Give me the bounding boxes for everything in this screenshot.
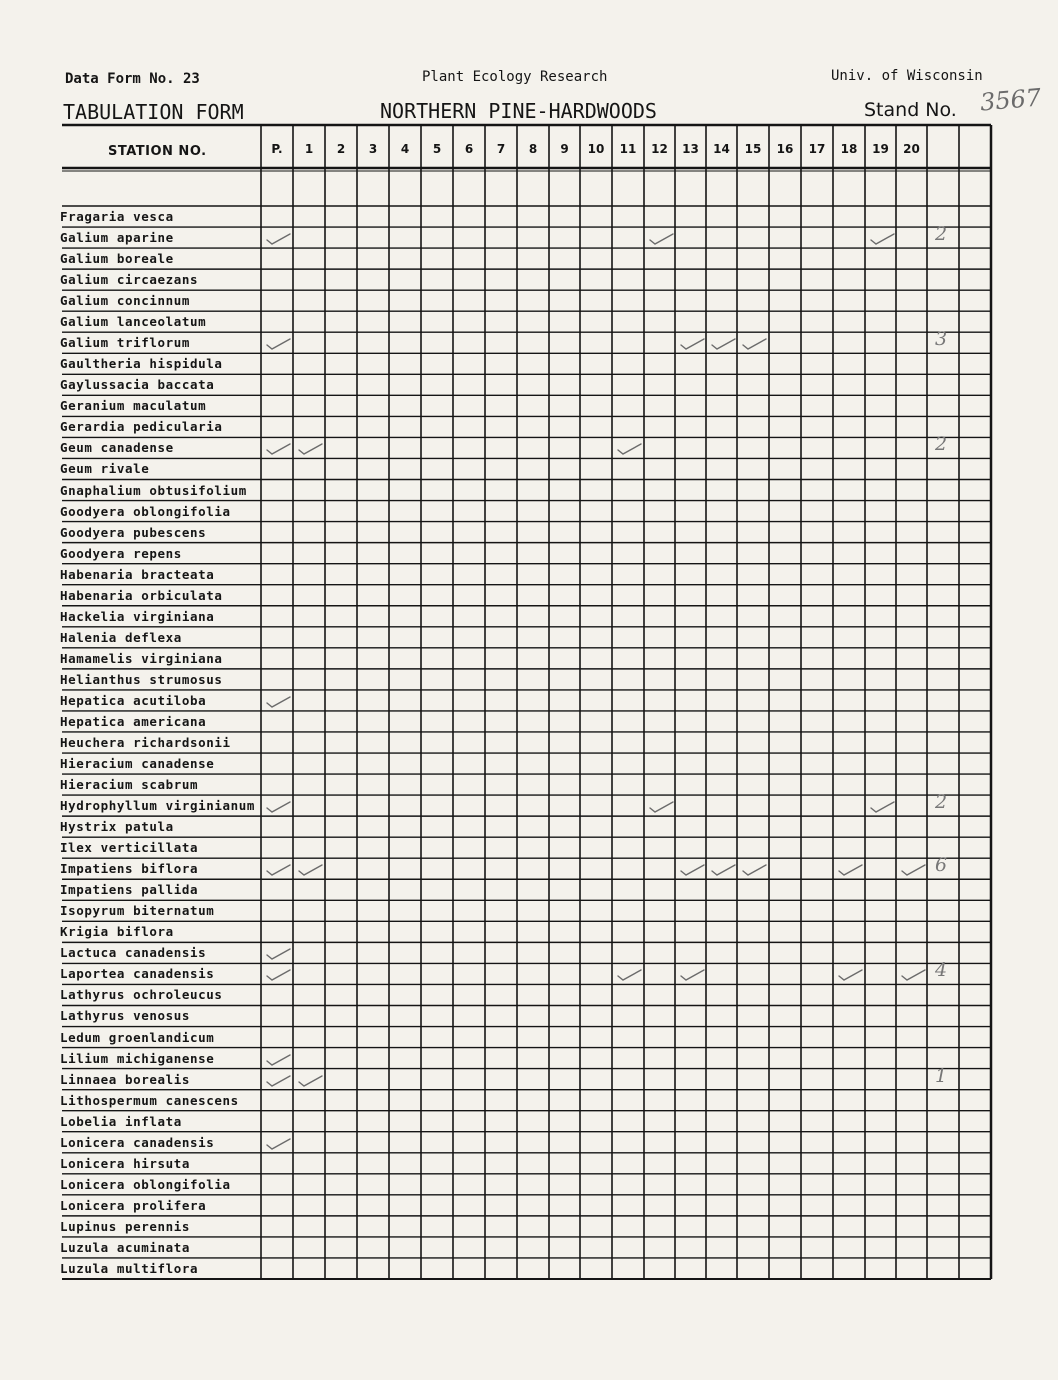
row-total-value[interactable]: 6	[935, 854, 948, 877]
species-label: Gaylussacia baccata	[60, 377, 215, 393]
check-mark-icon[interactable]	[616, 441, 644, 457]
species-label: Galium aparine	[60, 230, 174, 246]
row-total-value[interactable]: 2	[935, 223, 948, 246]
species-label: Hepatica acutiloba	[60, 692, 207, 708]
check-mark-icon[interactable]	[265, 231, 293, 247]
station-column-header: 5	[432, 142, 442, 156]
species-label: Linnaea borealis	[60, 1071, 191, 1087]
station-column-header: 14	[713, 142, 730, 156]
station-column-header: 13	[682, 142, 699, 156]
species-label: Luzula multiflora	[60, 1260, 199, 1276]
species-label: Geum rivale	[60, 461, 150, 477]
forest-type-title: NORTHERN PINE-HARDWOODS	[380, 99, 657, 123]
species-label: Goodyera pubescens	[60, 524, 207, 540]
station-column-header: 10	[587, 142, 605, 156]
species-label: Ledum groenlandicum	[60, 1029, 215, 1045]
stand-number-label: Stand No.	[864, 99, 957, 121]
species-label: Halenia deflexa	[60, 629, 182, 645]
check-mark-icon[interactable]	[265, 441, 293, 457]
species-label: Hieracium canadense	[60, 756, 215, 772]
check-mark-icon[interactable]	[900, 967, 928, 983]
species-label: Isopyrum biternatum	[60, 903, 215, 919]
check-mark-icon[interactable]	[297, 441, 325, 457]
check-mark-icon[interactable]	[869, 231, 897, 247]
check-mark-icon[interactable]	[265, 336, 293, 352]
stand-number-value[interactable]: 3567	[978, 83, 1043, 117]
check-mark-icon[interactable]	[265, 967, 293, 983]
species-label: Lobelia inflata	[60, 1113, 182, 1129]
station-column-header: 1	[304, 142, 314, 156]
check-mark-icon[interactable]	[710, 862, 738, 878]
station-column-header: 12	[651, 142, 668, 156]
check-mark-icon[interactable]	[265, 694, 293, 710]
species-label: Hystrix patula	[60, 819, 174, 835]
species-label: Impatiens biflora	[60, 861, 199, 877]
species-label: Habenaria bracteata	[60, 566, 215, 582]
species-label: Lonicera oblongifolia	[60, 1176, 231, 1192]
check-mark-icon[interactable]	[679, 967, 707, 983]
species-label: Lonicera canadensis	[60, 1134, 215, 1150]
station-column-header: 11	[619, 142, 637, 156]
species-label: Galium triflorum	[60, 335, 191, 351]
species-label: Hamamelis virginiana	[60, 650, 223, 666]
station-column-header: 20	[903, 142, 920, 156]
species-label: Galium concinnum	[60, 293, 191, 309]
species-label: Lactuca canadensis	[60, 945, 207, 961]
check-mark-icon[interactable]	[616, 967, 644, 983]
check-mark-icon[interactable]	[837, 967, 865, 983]
check-mark-icon[interactable]	[265, 1052, 293, 1068]
species-label: Lupinus perennis	[60, 1218, 191, 1234]
form-title: TABULATION FORM	[63, 100, 244, 124]
station-column-header: 16	[776, 142, 794, 156]
station-column-header: 7	[496, 142, 506, 156]
species-label: Heuchera richardsonii	[60, 734, 231, 750]
station-column-header: 3	[368, 142, 378, 156]
species-label: Hieracium scabrum	[60, 777, 199, 793]
check-mark-icon[interactable]	[265, 1136, 293, 1152]
station-column-header: P.	[271, 142, 283, 156]
species-label: Lathyrus venosus	[60, 1008, 191, 1024]
species-label: Geum canadense	[60, 440, 174, 456]
station-number-header: STATION NO.	[108, 144, 207, 159]
station-column-header: 9	[560, 142, 569, 156]
row-total-value[interactable]: 2	[935, 791, 948, 814]
species-label: Lonicera hirsuta	[60, 1155, 191, 1171]
species-label: Lathyrus ochroleucus	[60, 987, 223, 1003]
species-label: Goodyera oblongifolia	[60, 503, 231, 519]
station-column-header: 18	[840, 142, 858, 156]
species-label: Hackelia virginiana	[60, 608, 215, 624]
species-label: Fragaria vesca	[60, 209, 174, 224]
university-name: Univ. of Wisconsin	[831, 68, 983, 84]
check-mark-icon[interactable]	[679, 336, 707, 352]
species-label: Hydrophyllum virginianum	[60, 798, 256, 814]
check-mark-icon[interactable]	[648, 231, 676, 247]
row-total-value[interactable]: 2	[935, 433, 948, 456]
species-label: Galium boreale	[60, 251, 174, 267]
check-mark-icon[interactable]	[265, 799, 293, 815]
station-column-header: 17	[808, 142, 826, 156]
station-column-header: 8	[528, 142, 538, 156]
check-mark-icon[interactable]	[741, 862, 769, 878]
species-label: Galium circaezans	[60, 272, 199, 288]
station-column-header: 2	[336, 142, 346, 156]
species-label: Lithospermum canescens	[60, 1092, 239, 1108]
check-mark-icon[interactable]	[710, 336, 738, 352]
check-mark-icon[interactable]	[648, 799, 676, 815]
species-label: Gaultheria hispidula	[60, 356, 223, 372]
check-mark-icon[interactable]	[837, 862, 865, 878]
check-mark-icon[interactable]	[265, 862, 293, 878]
check-mark-icon[interactable]	[741, 336, 769, 352]
species-label: Impatiens pallida	[60, 882, 199, 898]
species-label: Lilium michiganense	[60, 1050, 215, 1066]
check-mark-icon[interactable]	[869, 799, 897, 815]
species-label: Hepatica americana	[60, 713, 207, 729]
species-label: Luzula acuminata	[60, 1239, 191, 1255]
species-label: Galium lanceolatum	[60, 314, 207, 330]
species-label: Gerardia pedicularia	[60, 419, 223, 435]
species-label: Gnaphalium obtusifolium	[60, 482, 247, 498]
species-label: Lonicera prolifera	[60, 1197, 207, 1213]
station-column-header: 19	[872, 142, 889, 156]
check-mark-icon[interactable]	[679, 862, 707, 878]
row-total-value[interactable]: 3	[935, 328, 948, 351]
station-column-header: 15	[744, 142, 762, 156]
species-label: Krigia biflora	[60, 924, 174, 940]
species-label: Ilex verticillata	[60, 840, 199, 856]
check-mark-icon[interactable]	[265, 1073, 293, 1089]
check-mark-icon[interactable]	[265, 946, 293, 962]
station-column-header: 6	[464, 142, 474, 156]
organization-name: Plant Ecology Research	[422, 69, 608, 85]
station-column-header: 4	[400, 142, 410, 156]
form-number: Data Form No. 23	[65, 71, 200, 87]
check-mark-icon[interactable]	[900, 862, 928, 878]
row-total-value[interactable]: 4	[935, 959, 948, 982]
species-label: Helianthus strumosus	[60, 671, 223, 687]
row-total-value[interactable]: 1	[935, 1064, 948, 1087]
species-label: Goodyera repens	[60, 545, 182, 561]
check-mark-icon[interactable]	[297, 1073, 325, 1089]
check-mark-icon[interactable]	[297, 862, 325, 878]
species-label: Habenaria orbiculata	[60, 587, 223, 603]
species-label: Geranium maculatum	[60, 398, 207, 414]
species-label: Laportea canadensis	[60, 966, 215, 982]
